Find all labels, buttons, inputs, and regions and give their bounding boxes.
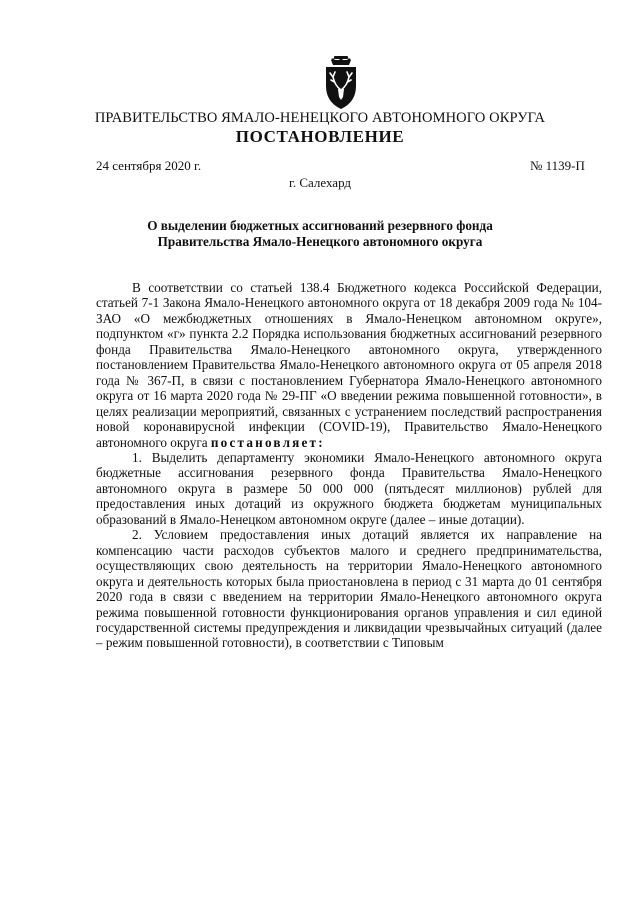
government-name: ПРАВИТЕЛЬСТВО ЯМАЛО-НЕНЕЦКОГО АВТОНОМНОГО ОКРУГА xyxy=(94,110,546,126)
document-type: ПОСТАНОВЛЕНИЕ xyxy=(235,127,405,146)
paragraph-item-1: 1. Выделить департаменту экономики Ямало-Ненецкого автономного округа бюджетные ассигнования резервного фонда Правительства Ямало-Ненецкого автономного округа в размере 50 000 000 (пятьдесят миллионов) рублей для предоставления иных дотаций из окружного бюджета бюджетам муниципальных образований в Ямало-Ненецком автономном округе (далее – иные дотации). xyxy=(96,449,602,527)
document-number: № 1139-П xyxy=(530,158,585,173)
heading-line-1: О выделении бюджетных ассигнований резервного фонда xyxy=(147,218,493,233)
decree-word: постановляет: xyxy=(210,434,325,450)
document-heading xyxy=(0,218,640,250)
heading-line-2: Правительства Ямало-Ненецкого автономного округа xyxy=(157,234,483,249)
document-body xyxy=(96,280,602,651)
document-date: 24 сентября 2020 г. xyxy=(96,158,202,173)
preamble-paragraph xyxy=(96,280,602,450)
coat-of-arms-emblem xyxy=(322,56,360,110)
document-city: г. Салехард xyxy=(288,175,352,190)
paragraph-item-2: 2. Условием предоставления иных дотаций является их направление на компенсацию части расходов субъектов малого и среднего предпринимательства, осуществляющих свою деятельность на территории Ямало-Ненецкого автономного округа и деятельность которых была приостановлена в период с 31 марта до 01 сентября 2020 года в связи с введением на территории Ямало-Ненецкого автономного округа режима повышенной готовности функционирования органов управления и сил единой государственной системы предупреждения и ликвидации чрезвычайных ситуаций (далее – режим повышенной готовности), в соответствии с Типовым xyxy=(96,527,602,651)
preamble-text: В соответствии со статьей 138.4 Бюджетного кодекса Российской Федерации, статьей 7-1 Закона Ямало-Ненецкого автономного округа от 18 декабря 2009 года № 104-ЗАО «О межбюджетных отношениях в Ямало-Ненецком автономном округе», подпунктом «г» пункта 2.2 Порядка использования бюджетных ассигнований резервного фонда Правительства Ямало-Ненецкого автономного округа, утвержденного постановлением Правительства Ямало-Ненецкого автономного округа от 05 апреля 2018 года № 367-П, в связи с постановлением Губернатора Ямало-Ненецкого автономного округа от 16 марта 2020 года № 29-ПГ «О введении режима повышенной готовности», в целях реализации мероприятий, связанных с устранением последствий распространения новой коронавирусной инфекции (COVID-19), Правительство Ямало-Ненецкого автономного округа xyxy=(96,280,602,450)
